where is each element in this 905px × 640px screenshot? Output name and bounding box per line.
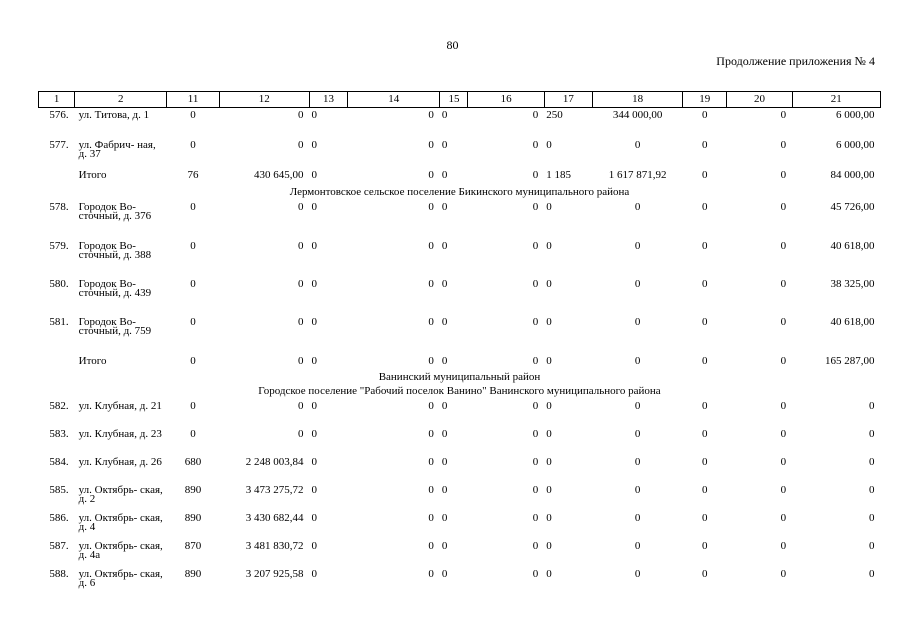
table-cell: 344 000,00 (612, 109, 663, 121)
table-cell: 84 000,00 (830, 168, 875, 181)
table-cell: 3 430 682,44 (245, 511, 304, 524)
address-cell: Городок Во- сточный, д. 759 (78, 315, 152, 337)
table-cell: 0 (634, 315, 641, 328)
column-header: 21 (792, 92, 880, 108)
table-cell: 0 (428, 239, 434, 252)
row-number: 586. (49, 511, 69, 524)
table-cell: 0 (428, 354, 434, 367)
table-cell: 0 (546, 277, 552, 290)
column-header: 15 (440, 92, 468, 108)
table-cell: 0 (428, 483, 434, 496)
table-cell: 0 (702, 511, 708, 524)
table-row (39, 539, 881, 567)
section-heading: Лермонтовское сельское поселение Бикинского муниципального района (289, 185, 630, 198)
row-number: 576. (49, 109, 69, 121)
table-cell: 0 (428, 511, 434, 524)
table-cell: 0 (780, 354, 787, 367)
table-cell: 0 (532, 109, 539, 121)
table-cell: 0 (634, 455, 641, 468)
table-cell: 2 248 003,84 (245, 455, 304, 468)
table-cell: 0 (428, 539, 434, 552)
table-cell: 0 (428, 399, 434, 412)
table-cell: 0 (441, 200, 448, 213)
table-cell: 0 (311, 138, 317, 151)
column-header: 1 (39, 92, 75, 108)
table-cell: 0 (311, 239, 317, 252)
table-cell: 0 (190, 315, 196, 328)
table-cell: 0 (311, 168, 317, 181)
address-cell: ул. Титова, д. 1 (78, 109, 150, 121)
column-header: 13 (309, 92, 347, 108)
table-cell: 0 (634, 277, 641, 290)
row-number: 584. (49, 455, 69, 468)
table-cell: 0 (190, 138, 196, 151)
table-cell: 38 325,00 (830, 277, 875, 290)
table-cell: 0 (634, 200, 641, 213)
table-cell: 0 (311, 455, 317, 468)
address-cell: ул. Октябрь- ская, д. 2 (78, 483, 163, 505)
section-heading-row (39, 385, 881, 399)
table-cell: 890 (184, 567, 202, 580)
column-header: 16 (468, 92, 544, 108)
total-row (39, 354, 881, 371)
table-cell: 890 (184, 511, 202, 524)
table-cell: 0 (441, 567, 448, 580)
table-cell: 0 (634, 399, 641, 412)
table-cell: 0 (780, 239, 787, 252)
table-cell: 0 (702, 399, 708, 412)
address-cell: Городок Во- сточный, д. 388 (78, 239, 152, 261)
column-header: 19 (683, 92, 727, 108)
table-cell: 0 (441, 239, 448, 252)
table-cell: 0 (546, 354, 552, 367)
table-cell: 0 (780, 315, 787, 328)
table-cell: 0 (428, 138, 434, 151)
table-cell: 0 (532, 427, 539, 440)
address-cell: ул. Клубная, д. 26 (78, 455, 162, 468)
table-cell: 0 (780, 483, 787, 496)
table-cell: 250 (546, 109, 563, 121)
table-cell: 0 (190, 200, 196, 213)
table-cell: 0 (532, 354, 539, 367)
table-cell: 0 (532, 168, 539, 181)
table-cell: 0 (634, 511, 641, 524)
table-cell: 0 (190, 277, 196, 290)
table-cell: 0 (311, 567, 317, 580)
table-cell: 0 (702, 455, 708, 468)
table-cell: 0 (869, 483, 875, 496)
table-cell: 0 (311, 200, 317, 213)
table-cell: 0 (297, 315, 304, 328)
address-cell: ул. Фабрич- ная, д. 37 (78, 138, 156, 160)
table-cell: 0 (532, 138, 539, 151)
table-cell: 0 (441, 539, 448, 552)
column-header: 2 (75, 92, 167, 108)
table-cell: 0 (780, 399, 787, 412)
table-cell: 0 (634, 354, 641, 367)
address-cell: Итого (78, 168, 107, 181)
table-cell: 0 (702, 567, 708, 580)
table-cell: 0 (634, 539, 641, 552)
table-cell: 0 (441, 138, 448, 151)
table-cell: 0 (297, 239, 304, 252)
table-cell: 0 (311, 427, 317, 440)
table-cell: 0 (702, 427, 708, 440)
table-cell: 0 (780, 567, 787, 580)
table-cell: 0 (546, 315, 552, 328)
table-cell: 0 (190, 399, 196, 412)
table-cell: 3 207 925,58 (245, 567, 304, 580)
table-cell: 0 (311, 354, 317, 367)
table-cell: 0 (311, 399, 317, 412)
page-number: 80 (446, 38, 459, 52)
table-cell: 40 618,00 (830, 239, 875, 252)
table-cell: 0 (532, 315, 539, 328)
table-cell: 0 (702, 483, 708, 496)
table-cell: 0 (428, 168, 434, 181)
table-cell: 6 000,00 (836, 109, 875, 121)
table-cell: 0 (702, 109, 708, 121)
table-cell: 0 (780, 427, 787, 440)
table-cell: 0 (190, 109, 196, 121)
table-row (39, 239, 881, 277)
address-cell: Городок Во- сточный, д. 439 (78, 277, 152, 299)
table-cell: 0 (297, 200, 304, 213)
table-cell: 0 (311, 539, 317, 552)
table-cell: 0 (441, 168, 448, 181)
table-cell: 0 (702, 277, 708, 290)
table-cell: 0 (428, 455, 434, 468)
table-cell: 0 (532, 277, 539, 290)
table-cell: 0 (546, 427, 552, 440)
address-cell: ул. Октябрь- ская, д. 6 (78, 567, 163, 589)
table-cell: 0 (311, 277, 317, 290)
table-row (39, 483, 881, 511)
row-number: 582. (49, 399, 69, 412)
table-cell: 0 (634, 483, 641, 496)
row-number: 585. (49, 483, 69, 496)
table-cell: 0 (297, 399, 304, 412)
table-cell: 0 (869, 539, 875, 552)
table-cell: 0 (702, 239, 708, 252)
address-cell: ул. Клубная, д. 23 (78, 427, 162, 440)
table-cell: 165 287,00 (825, 354, 875, 367)
address-cell: ул. Октябрь- ская, д. 4а (78, 539, 163, 561)
table-cell: 0 (634, 567, 641, 580)
table-cell: 680 (184, 455, 202, 468)
table-row (39, 427, 881, 455)
table-cell: 0 (441, 427, 448, 440)
row-number (39, 354, 75, 371)
table-row (39, 108, 881, 138)
row-number: 577. (49, 138, 69, 151)
table-cell: 0 (441, 277, 448, 290)
column-header: 11 (167, 92, 219, 108)
total-row (39, 168, 881, 186)
table-cell: 0 (311, 511, 317, 524)
table-cell: 0 (441, 354, 448, 367)
table-cell: 0 (532, 399, 539, 412)
address-cell: ул. Октябрь- ская, д. 4 (78, 511, 163, 533)
table-cell: 6 000,00 (836, 138, 875, 151)
row-number: 579. (49, 239, 69, 252)
table-row (39, 277, 881, 315)
table-cell: 0 (546, 511, 552, 524)
table-cell: 870 (184, 539, 202, 552)
table-row (39, 200, 881, 239)
column-header: 18 (592, 92, 682, 108)
table-cell: 0 (190, 427, 196, 440)
continuation-label: Продолжение приложения № 4 (716, 54, 875, 68)
table-cell: 0 (634, 138, 641, 151)
row-number (39, 168, 75, 186)
table-cell: 0 (780, 138, 787, 151)
table-cell: 0 (532, 539, 539, 552)
table-cell: 0 (311, 483, 317, 496)
table-cell: 40 618,00 (830, 315, 875, 328)
column-header: 14 (348, 92, 440, 108)
address-cell: ул. Клубная, д. 21 (78, 399, 162, 412)
table-cell: 76 (187, 168, 199, 181)
row-number: 581. (49, 315, 69, 328)
table-cell: 0 (780, 277, 787, 290)
table-cell: 0 (780, 539, 787, 552)
table-row (39, 315, 881, 354)
row-number: 578. (49, 200, 69, 213)
column-header: 20 (727, 92, 792, 108)
table-cell: 0 (297, 138, 304, 151)
table-cell: 1 185 (546, 168, 571, 181)
table-cell: 0 (702, 315, 708, 328)
table-cell: 0 (546, 399, 552, 412)
table-cell: 0 (780, 455, 787, 468)
table-cell: 0 (428, 427, 434, 440)
table-cell: 0 (546, 567, 552, 580)
table-cell: 0 (869, 399, 875, 412)
row-number: 588. (49, 567, 69, 580)
table-cell: 0 (428, 109, 434, 121)
table-cell: 0 (441, 315, 448, 328)
table-row (39, 455, 881, 483)
table-body (39, 108, 881, 595)
table-cell: 0 (428, 315, 434, 328)
table-cell: 3 481 830,72 (245, 539, 304, 552)
row-number: 580. (49, 277, 69, 290)
table-cell: 0 (546, 483, 552, 496)
table-cell: 0 (702, 200, 708, 213)
column-header: 12 (219, 92, 309, 108)
table-cell: 45 726,00 (830, 200, 875, 213)
table-cell: 0 (532, 200, 539, 213)
table-row (39, 399, 881, 427)
section-heading: Ванинский муниципальный район (378, 370, 541, 383)
row-number: 587. (49, 539, 69, 552)
table-cell: 0 (441, 511, 448, 524)
table-cell: 0 (780, 168, 787, 181)
table-cell: 0 (297, 427, 304, 440)
table-cell: 0 (546, 539, 552, 552)
section-heading-row (39, 371, 881, 385)
table-cell: 0 (311, 315, 317, 328)
table-cell: 430 645,00 (253, 168, 304, 181)
section-heading: Городское поселение "Рабочий поселок Ванино" Ванинского муниципального района (258, 384, 661, 397)
table-cell: 0 (532, 483, 539, 496)
table-cell: 0 (428, 277, 434, 290)
table-cell: 0 (869, 567, 875, 580)
address-cell: Итого (78, 354, 107, 367)
row-number: 583. (49, 427, 69, 440)
table-cell: 0 (780, 200, 787, 213)
column-header: 17 (544, 92, 592, 108)
table-cell: 0 (869, 511, 875, 524)
table-cell: 0 (441, 399, 448, 412)
table-cell: 0 (441, 455, 448, 468)
table-cell: 0 (190, 239, 196, 252)
table-cell: 3 473 275,72 (245, 483, 304, 496)
table-cell: 0 (532, 511, 539, 524)
table-cell: 0 (869, 427, 875, 440)
table-cell: 0 (441, 483, 448, 496)
address-cell: Городок Во- сточный, д. 376 (78, 200, 152, 222)
section-heading-row (39, 186, 881, 200)
table-cell: 0 (546, 138, 552, 151)
table-header (39, 92, 881, 108)
table-cell: 0 (190, 354, 196, 367)
table-cell: 0 (428, 567, 434, 580)
table-cell: 0 (702, 138, 708, 151)
table-cell: 0 (780, 109, 787, 121)
table-cell: 0 (546, 200, 552, 213)
table-cell: 1 617 871,92 (608, 168, 667, 181)
table-cell: 890 (184, 483, 202, 496)
table-cell: 0 (869, 455, 875, 468)
table-cell: 0 (702, 354, 708, 367)
table-cell: 0 (428, 200, 434, 213)
table-cell: 0 (634, 427, 641, 440)
table-cell: 0 (297, 109, 304, 121)
table-cell: 0 (532, 567, 539, 580)
table-cell: 0 (702, 168, 708, 181)
table-cell: 0 (532, 239, 539, 252)
table-row (39, 511, 881, 539)
table-cell: 0 (780, 511, 787, 524)
table-cell: 0 (634, 239, 641, 252)
table-cell: 0 (311, 109, 317, 121)
table-row (39, 567, 881, 595)
table-cell: 0 (546, 239, 552, 252)
table-cell: 0 (297, 354, 304, 367)
table-cell: 0 (546, 455, 552, 468)
data-table (38, 91, 881, 595)
table-cell: 0 (702, 539, 708, 552)
table-cell: 0 (441, 109, 448, 121)
table-row (39, 138, 881, 168)
table-cell: 0 (297, 277, 304, 290)
table-cell: 0 (532, 455, 539, 468)
